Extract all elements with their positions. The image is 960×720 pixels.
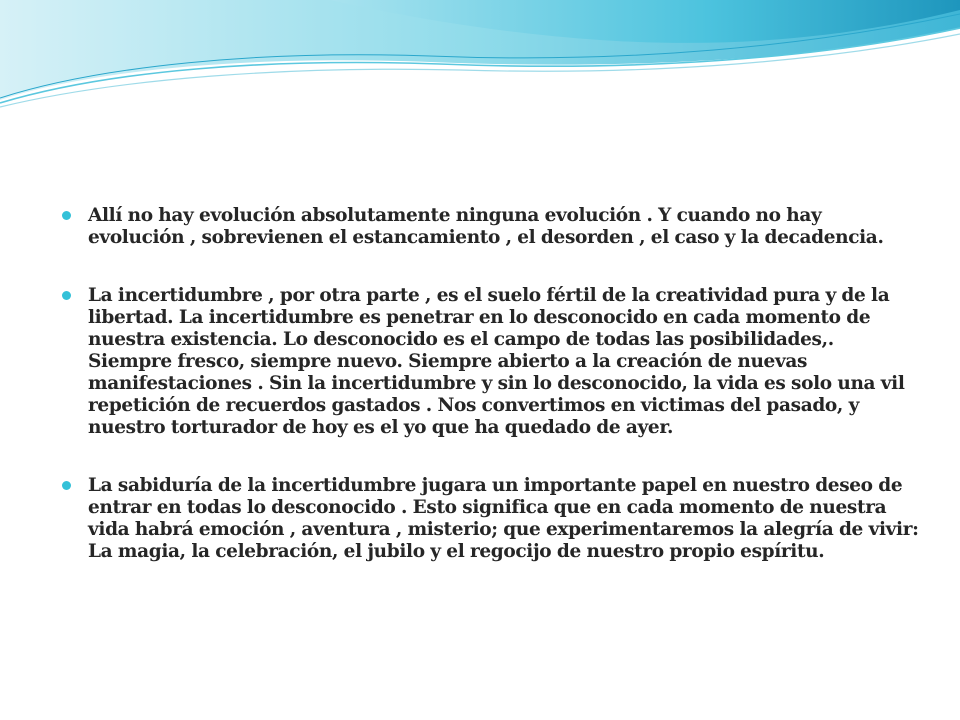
content-area: [62, 205, 922, 563]
bullet-dot-icon: [62, 481, 71, 490]
bullet-item-1: [62, 205, 922, 249]
bullet-list: [62, 205, 922, 563]
bullet-item-2: [62, 285, 922, 439]
bullet-text: La sabiduría de la incertidumbre jugara un importante papel en nuestro deseo de entrar en todas lo desconocido . Esto significa que en cada momento de nuestra vida habrá emoción , aventura , misterio; que experimentaremos la alegría de vivir: La magia, la celebración, el jubilo y el regocijo de nuestro propio espíritu.: [88, 475, 919, 562]
bullet-item-3: [62, 475, 922, 563]
bullet-text: Allí no hay evolución absolutamente ninguna evolución . Y cuando no hay evolución , sobrevienen el estancamiento , el desorden , el caso y la decadencia.: [88, 205, 884, 248]
bullet-dot-icon: [62, 291, 71, 300]
bullet-dot-icon: [62, 211, 71, 220]
header-wave-decoration: [0, 0, 960, 120]
bullet-text: La incertidumbre , por otra parte , es el suelo fértil de la creatividad pura y de la libertad. La incertidumbre es penetrar en lo desconocido en cada momento de nuestra existencia. Lo desconocido es el campo de todas las posibilidades,. Siempre fresco, siempre nuevo. Siempre abierto a la creación de nuevas manifestaciones . Sin la incertidumbre y sin lo desconocido, la vida es solo una vil repetición de recuerdos gastados . Nos convertimos en victimas del pasado, y nuestro torturador de hoy es el yo que ha quedado de ayer.: [88, 285, 905, 438]
